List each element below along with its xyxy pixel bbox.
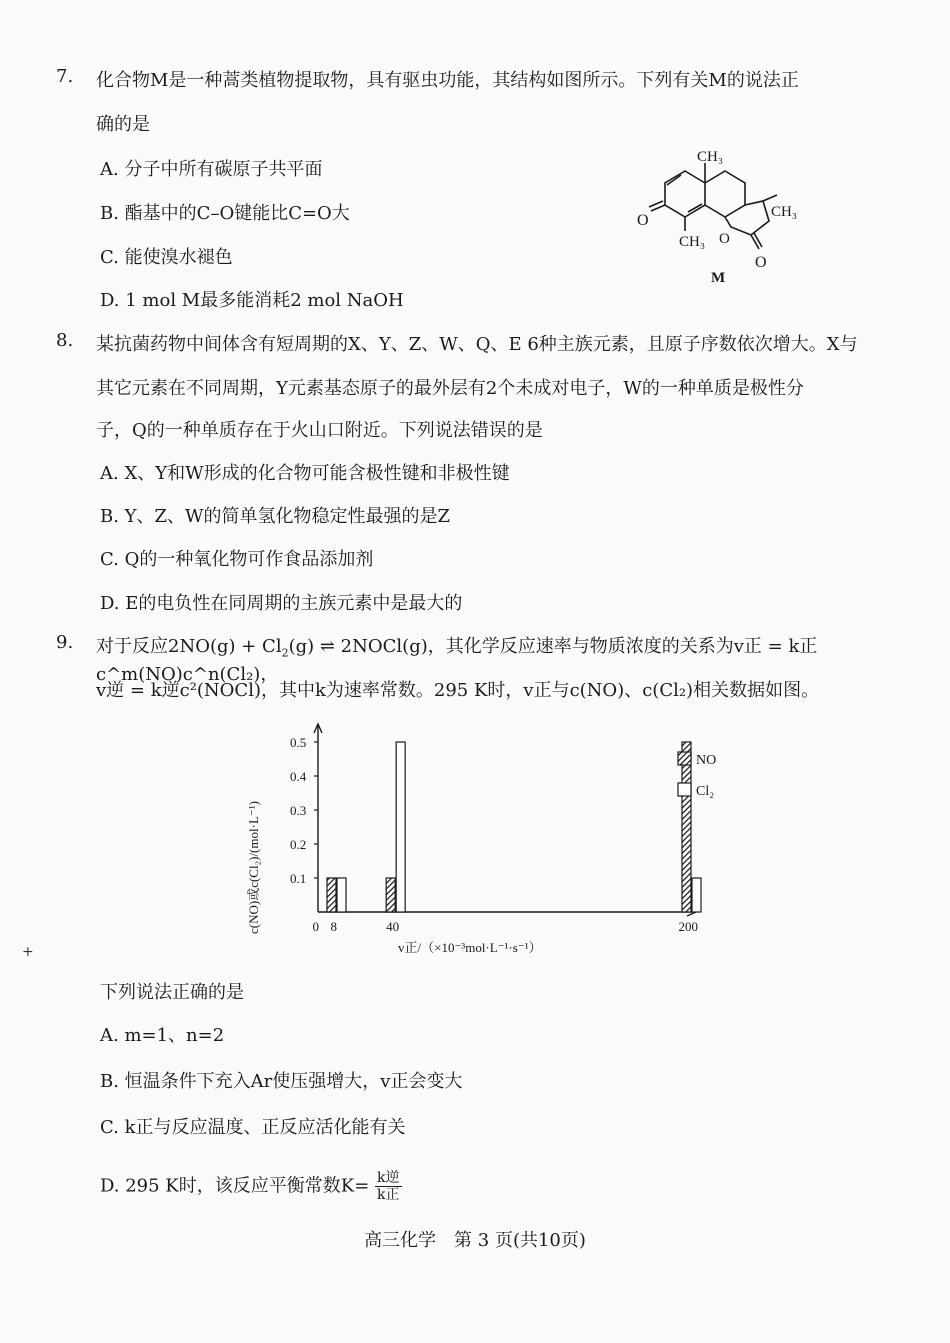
q9-option-b: B. 恒温条件下充入Ar使压强增大，v正会变大 [100,1071,463,1092]
q8-number: 8. [56,330,74,351]
chart-ticks [290,735,698,934]
bar-cl2 [396,742,405,912]
q9-option-d [100,1170,402,1203]
q9-reaction-sub: 2 [281,646,289,660]
y-tick-label: 0.4 [290,769,307,784]
legend-label-no: NO [696,753,717,768]
q7-option-c: C. 能使溴水褪色 [100,247,233,268]
q9-rate-forward: v正 = k正c^m(NO)c^n(Cl₂)， [96,636,818,685]
q8-option-d: D. E的电负性在同周期的主族元素中是最大的 [100,593,463,614]
ch3-top-label: CH₃ [697,149,724,165]
x-tick-label: 0 [312,919,319,934]
q7-number: 7. [56,66,74,87]
chart-y-axis-label: c(NO)或c(Cl₂)/(mol·L⁻¹) [246,801,261,934]
q9-option-d-prefix: D. 295 K时，该反应平衡常数K= [100,1175,370,1197]
bar-no [386,878,395,912]
margin-mark: + [22,944,34,960]
legend-swatch-no [678,752,691,765]
legend-label-cl2: Cl₂ [696,784,715,799]
q8-option-a: A. X、Y和W形成的化合物可能含极性键和非极性键 [100,463,510,484]
q9-option-d-fraction [375,1170,401,1203]
bar-no [327,878,336,912]
q8-stem-line3: 子，Q的一种单质存在于火山口附近。下列说法错误的是 [96,420,543,441]
q9-stem-line2: v逆 = k逆c²(NOCl)，其中k为速率常数。295 K时，v正与c(NO)、c(Cl₂)相关数据如图。 [96,680,820,701]
q9-reaction-a: 对于反应2NO(g) + Cl [96,636,282,657]
chart-x-axis-label: v正/（×10⁻³mol·L⁻¹·s⁻¹） [398,940,542,955]
legend-swatch-cl2 [678,783,691,796]
bar-cl2 [337,878,346,912]
fraction-numerator: k逆 [377,1170,400,1186]
q9-option-a: A. m=1、n=2 [100,1025,225,1046]
q8-option-c: C. Q的一种氧化物可作食品添加剂 [100,549,374,570]
ch3-right-label: CH₃ [771,204,798,220]
q9-prompt: 下列说法正确的是 [100,982,244,1003]
q9-reaction-b: (g) ⇌ 2NOCl(g)，其化学反应速率与物质浓度的关系为 [288,636,734,657]
q9-number: 9. [56,632,74,653]
ch3-bottom-label: CH₃ [679,234,706,250]
y-tick-label: 0.1 [290,871,307,886]
y-tick-label: 0.5 [290,735,307,750]
chart-axes [314,724,696,916]
q8-stem-line2: 其它元素在不同周期，Y元素基态原子的最外层有2个未成对电子，W的一种单质是极性分 [96,378,804,399]
q8-stem-line1: 某抗菌药物中间体含有短周期的X、Y、Z、W、Q、E 6种主族元素，且原子序数依次增大。X与 [96,334,858,355]
compound-m-structure [625,145,825,290]
q7-option-b: B. 酯基中的C–O键能比C=O大 [100,203,350,224]
fraction-denominator: k正 [377,1187,400,1203]
o-left-label: O [637,212,649,229]
x-tick-label: 40 [386,919,400,934]
page-footer: 高三化学 第 3 页(共10页) [364,1230,586,1251]
q7-option-a: A. 分子中所有碳原子共平面 [100,159,323,180]
x-tick-label: 8 [330,919,337,934]
o-carbonyl-label: O [755,254,767,271]
bar-cl2 [692,878,701,912]
y-tick-label: 0.3 [290,803,307,818]
q7-option-d: D. 1 mol M最多能消耗2 mol NaOH [100,290,404,311]
q7-stem-line2: 确的是 [96,114,150,135]
q9-option-c: C. k正与反应温度、正反应活化能有关 [100,1117,406,1138]
bar-no [682,742,691,912]
concentration-rate-bar-chart [240,712,740,962]
compound-name-label: M [711,270,726,286]
o-ring-label: O [719,231,730,247]
x-tick-label: 200 [678,919,698,934]
chart-bars [327,742,701,912]
q8-option-b: B. Y、Z、W的简单氢化物稳定性最强的是Z [100,506,451,527]
y-tick-label: 0.2 [290,837,307,852]
q7-stem-line1: 化合物M是一种蒿类植物提取物，具有驱虫功能，其结构如图所示。下列有关M的说法正 [96,70,799,91]
